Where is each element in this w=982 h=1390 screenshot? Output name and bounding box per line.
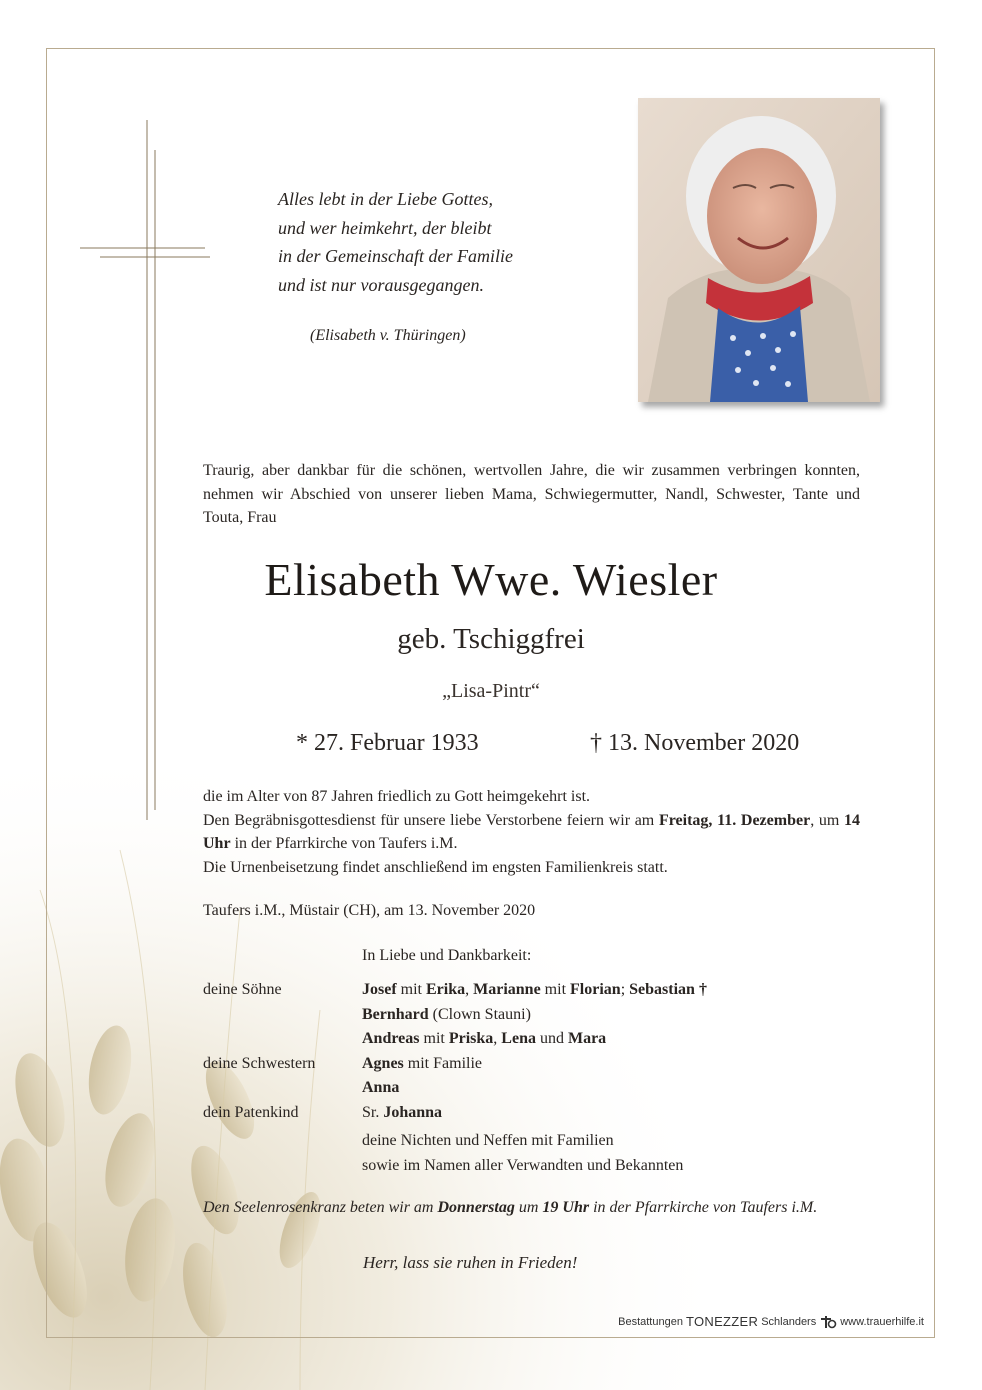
quote-line: Alles lebt in der Liebe Gottes, bbox=[278, 189, 493, 209]
funeral-details bbox=[203, 785, 860, 879]
details-text: , um bbox=[810, 811, 845, 829]
mourner-label: deine Schwestern bbox=[203, 1054, 316, 1072]
mourner-row bbox=[203, 1052, 707, 1077]
mourner-row bbox=[203, 978, 707, 1003]
details-text: Den Begräbnisgottesdienst für unsere liebe Verstorbene feiern wir am bbox=[203, 811, 659, 829]
bible-quote bbox=[278, 185, 513, 299]
mourner-label: deine Söhne bbox=[203, 981, 282, 998]
mourner-row bbox=[203, 1101, 707, 1126]
mourner-names: Bernhard (Clown Stauni) bbox=[362, 1005, 531, 1023]
rosary-day: Donnerstag bbox=[437, 1199, 515, 1216]
mourner-row bbox=[203, 1154, 707, 1179]
mourner-label: dein Patenkind bbox=[203, 1103, 299, 1121]
quote-line: und ist nur vorausgegangen. bbox=[278, 274, 484, 295]
mourners-intro: In Liebe und Dankbarkeit: bbox=[362, 947, 532, 964]
mourner-names: sowie im Namen aller Verwandten und Bekannten bbox=[362, 1156, 684, 1174]
quote-source: (Elisabeth v. Thüringen) bbox=[310, 327, 466, 344]
birth-date: * 27. Februar 1933 bbox=[296, 730, 479, 756]
footer-url: www.trauerhilfe.it bbox=[840, 1315, 924, 1328]
mourner-names: Josef mit Erika, Marianne mit Florian; Sebastian † bbox=[362, 981, 707, 998]
details-line: die im Alter von 87 Jahren friedlich zu Gott heimgekehrt ist. bbox=[203, 788, 591, 805]
cross-icon bbox=[80, 120, 210, 820]
mourner-names: deine Nichten und Neffen mit Familien bbox=[362, 1132, 614, 1149]
mourner-row bbox=[203, 1076, 707, 1101]
trauerhilfe-logo-icon bbox=[819, 1315, 837, 1329]
portrait-photo bbox=[638, 98, 880, 402]
details-line: Die Urnenbeisetzung findet anschließend im engsten Familienkreis statt. bbox=[203, 858, 668, 876]
mourners-list bbox=[203, 978, 707, 1178]
intro-paragraph: Traurig, aber dankbar für die schönen, wertvollen Jahre, die wir zusammen verbringen konnten, nehmen wir Abschied von unserer lieben Mama, Schwiegermutter, Nandl, Schwester, Tante und Touta, Frau bbox=[203, 462, 860, 526]
rosary-notice: Den Seelenrosenkranz beten wir am Donnerstag um 19 Uhr in der Pfarrkirche von Taufers i.M. bbox=[203, 1199, 818, 1216]
rosary-time: 19 Uhr bbox=[542, 1199, 590, 1216]
funeral-home-footer bbox=[618, 1314, 924, 1329]
mourner-names: Agnes mit Familie bbox=[362, 1054, 482, 1072]
mourner-row bbox=[203, 1129, 707, 1154]
death-date: † 13. November 2020 bbox=[590, 730, 800, 756]
place-date: Taufers i.M., Müstair (CH), am 13. November 2020 bbox=[203, 902, 536, 919]
quote-line: in der Gemeinschaft der Familie bbox=[278, 246, 513, 266]
quote-line: und wer heimkehrt, der bleibt bbox=[278, 217, 492, 238]
farewell-line: Herr, lass sie ruhen in Frieden! bbox=[363, 1253, 578, 1272]
mourner-names: Anna bbox=[362, 1079, 400, 1096]
funeral-time: 14 Uhr bbox=[203, 811, 861, 852]
nickname: „Lisa-Pintr“ bbox=[442, 680, 540, 702]
mourner-row bbox=[203, 1027, 707, 1052]
mourner-names: Andreas mit Priska, Lena und Mara bbox=[362, 1030, 607, 1047]
footer-prefix: Bestattungen bbox=[618, 1315, 683, 1328]
footer-town: Schlanders bbox=[761, 1315, 817, 1328]
footer-brand: TONEZZER bbox=[685, 1314, 759, 1329]
details-text: in der Pfarrkirche von Taufers i.M. bbox=[230, 835, 458, 852]
mourner-row bbox=[203, 1003, 707, 1028]
maiden-name: geb. Tschiggfrei bbox=[397, 623, 585, 655]
deceased-name: Elisabeth Wwe. Wiesler bbox=[264, 554, 718, 605]
mourner-names: Sr. Johanna bbox=[362, 1103, 443, 1121]
funeral-day: Freitag, 11. Dezember bbox=[658, 811, 811, 829]
